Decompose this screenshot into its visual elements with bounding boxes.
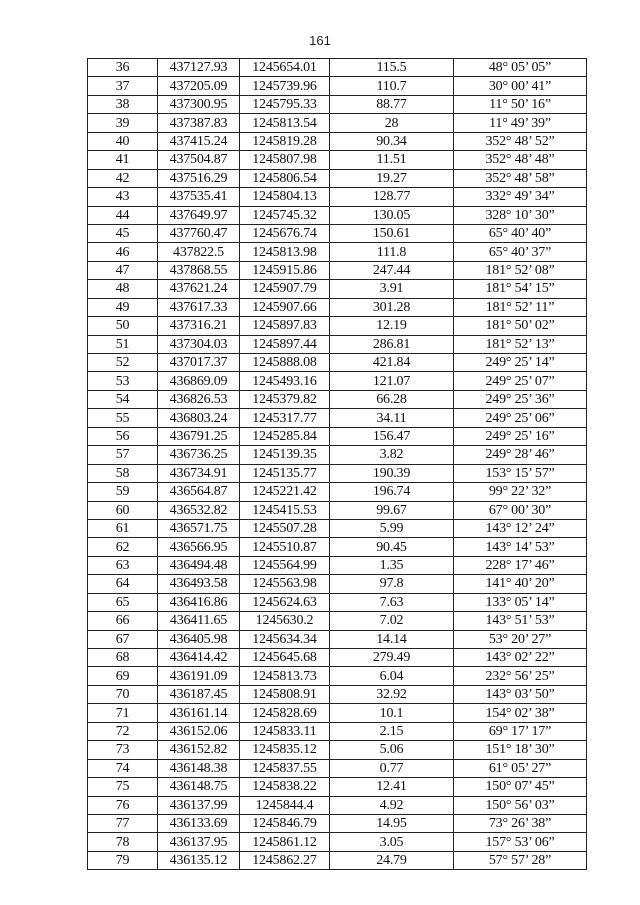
distance-cell: 130.05 <box>330 206 454 224</box>
point-number-cell: 56 <box>88 427 158 445</box>
distance-cell: 286.81 <box>330 335 454 353</box>
table-row <box>88 169 587 187</box>
table-row <box>88 741 587 759</box>
y-coordinate-cell: 1245510.87 <box>240 538 330 556</box>
y-coordinate-cell: 1245804.13 <box>240 188 330 206</box>
table-row <box>88 114 587 132</box>
bearing-cell: 150° 07’ 45” <box>454 778 587 796</box>
point-number-cell: 46 <box>88 243 158 261</box>
distance-cell: 0.77 <box>330 759 454 777</box>
x-coordinate-cell: 437504.87 <box>158 151 240 169</box>
point-number-cell: 59 <box>88 483 158 501</box>
bearing-cell: 69° 17’ 17” <box>454 722 587 740</box>
bearing-cell: 151° 18’ 30” <box>454 741 587 759</box>
point-number-cell: 38 <box>88 95 158 113</box>
bearing-cell: 249° 25’ 07” <box>454 372 587 390</box>
coordinates-table <box>87 58 587 870</box>
x-coordinate-cell: 437387.83 <box>158 114 240 132</box>
distance-cell: 28 <box>330 114 454 132</box>
table-row <box>88 593 587 611</box>
point-number-cell: 69 <box>88 667 158 685</box>
distance-cell: 32.92 <box>330 685 454 703</box>
bearing-cell: 153° 15’ 57” <box>454 464 587 482</box>
distance-cell: 14.95 <box>330 814 454 832</box>
point-number-cell: 67 <box>88 630 158 648</box>
y-coordinate-cell: 1245808.91 <box>240 685 330 703</box>
bearing-cell: 150° 56’ 03” <box>454 796 587 814</box>
x-coordinate-cell: 436566.95 <box>158 538 240 556</box>
table-row <box>88 427 587 445</box>
point-number-cell: 65 <box>88 593 158 611</box>
distance-cell: 90.45 <box>330 538 454 556</box>
x-coordinate-cell: 436152.06 <box>158 722 240 740</box>
table-row <box>88 630 587 648</box>
y-coordinate-cell: 1245676.74 <box>240 224 330 242</box>
distance-cell: 5.99 <box>330 519 454 537</box>
point-number-cell: 61 <box>88 519 158 537</box>
bearing-cell: 53° 20’ 27” <box>454 630 587 648</box>
distance-cell: 12.19 <box>330 317 454 335</box>
y-coordinate-cell: 1245907.66 <box>240 298 330 316</box>
bearing-cell: 141° 40’ 20” <box>454 575 587 593</box>
x-coordinate-cell: 436148.38 <box>158 759 240 777</box>
table-row <box>88 833 587 851</box>
y-coordinate-cell: 1245285.84 <box>240 427 330 445</box>
distance-cell: 19.27 <box>330 169 454 187</box>
bearing-cell: 67° 00’ 30” <box>454 501 587 519</box>
table-row <box>88 519 587 537</box>
table-row <box>88 464 587 482</box>
bearing-cell: 61° 05’ 27” <box>454 759 587 777</box>
bearing-cell: 249° 25’ 14” <box>454 354 587 372</box>
table-row <box>88 224 587 242</box>
distance-cell: 11.51 <box>330 151 454 169</box>
y-coordinate-cell: 1245654.01 <box>240 59 330 77</box>
table-row <box>88 298 587 316</box>
x-coordinate-cell: 437649.97 <box>158 206 240 224</box>
bearing-cell: 30° 00’ 41” <box>454 77 587 95</box>
point-number-cell: 47 <box>88 261 158 279</box>
table-row <box>88 575 587 593</box>
x-coordinate-cell: 437304.03 <box>158 335 240 353</box>
bearing-cell: 181° 52’ 08” <box>454 261 587 279</box>
point-number-cell: 64 <box>88 575 158 593</box>
bearing-cell: 232° 56’ 25” <box>454 667 587 685</box>
y-coordinate-cell: 1245888.08 <box>240 354 330 372</box>
x-coordinate-cell: 436137.99 <box>158 796 240 814</box>
point-number-cell: 71 <box>88 704 158 722</box>
x-coordinate-cell: 436736.25 <box>158 446 240 464</box>
point-number-cell: 72 <box>88 722 158 740</box>
bearing-cell: 143° 12’ 24” <box>454 519 587 537</box>
x-coordinate-cell: 436191.09 <box>158 667 240 685</box>
point-number-cell: 49 <box>88 298 158 316</box>
point-number-cell: 73 <box>88 741 158 759</box>
y-coordinate-cell: 1245507.28 <box>240 519 330 537</box>
bearing-cell: 228° 17’ 46” <box>454 556 587 574</box>
point-number-cell: 45 <box>88 224 158 242</box>
distance-cell: 196.74 <box>330 483 454 501</box>
distance-cell: 115.5 <box>330 59 454 77</box>
x-coordinate-cell: 436135.12 <box>158 851 240 869</box>
distance-cell: 421.84 <box>330 354 454 372</box>
x-coordinate-cell: 437516.29 <box>158 169 240 187</box>
page-number: 161 <box>309 33 331 48</box>
bearing-cell: 65° 40’ 37” <box>454 243 587 261</box>
point-number-cell: 53 <box>88 372 158 390</box>
bearing-cell: 181° 54’ 15” <box>454 280 587 298</box>
table-row <box>88 722 587 740</box>
bearing-cell: 332° 49’ 34” <box>454 188 587 206</box>
bearing-cell: 181° 52’ 11” <box>454 298 587 316</box>
x-coordinate-cell: 436405.98 <box>158 630 240 648</box>
point-number-cell: 40 <box>88 132 158 150</box>
x-coordinate-cell: 436826.53 <box>158 390 240 408</box>
point-number-cell: 36 <box>88 59 158 77</box>
table-row <box>88 188 587 206</box>
distance-cell: 110.7 <box>330 77 454 95</box>
x-coordinate-cell: 437316.21 <box>158 317 240 335</box>
distance-cell: 1.35 <box>330 556 454 574</box>
table-row <box>88 704 587 722</box>
distance-cell: 5.06 <box>330 741 454 759</box>
x-coordinate-cell: 437205.09 <box>158 77 240 95</box>
y-coordinate-cell: 1245813.73 <box>240 667 330 685</box>
distance-cell: 14.14 <box>330 630 454 648</box>
y-coordinate-cell: 1245833.11 <box>240 722 330 740</box>
distance-cell: 190.39 <box>330 464 454 482</box>
bearing-cell: 328° 10’ 30” <box>454 206 587 224</box>
x-coordinate-cell: 436148.75 <box>158 778 240 796</box>
x-coordinate-cell: 436494.48 <box>158 556 240 574</box>
x-coordinate-cell: 436493.58 <box>158 575 240 593</box>
y-coordinate-cell: 1245139.35 <box>240 446 330 464</box>
distance-cell: 10.1 <box>330 704 454 722</box>
y-coordinate-cell: 1245493.16 <box>240 372 330 390</box>
bearing-cell: 143° 14’ 53” <box>454 538 587 556</box>
point-number-cell: 75 <box>88 778 158 796</box>
x-coordinate-cell: 437535.41 <box>158 188 240 206</box>
bearing-cell: 48° 05’ 05” <box>454 59 587 77</box>
x-coordinate-cell: 437300.95 <box>158 95 240 113</box>
x-coordinate-cell: 436414.42 <box>158 649 240 667</box>
bearing-cell: 133° 05’ 14” <box>454 593 587 611</box>
distance-cell: 247.44 <box>330 261 454 279</box>
point-number-cell: 77 <box>88 814 158 832</box>
distance-cell: 156.47 <box>330 427 454 445</box>
coordinates-table-body <box>88 59 587 870</box>
bearing-cell: 352° 48’ 52” <box>454 132 587 150</box>
bearing-cell: 249° 25’ 36” <box>454 390 587 408</box>
bearing-cell: 57° 57’ 28” <box>454 851 587 869</box>
y-coordinate-cell: 1245221.42 <box>240 483 330 501</box>
x-coordinate-cell: 436133.69 <box>158 814 240 832</box>
table-row <box>88 685 587 703</box>
x-coordinate-cell: 436161.14 <box>158 704 240 722</box>
x-coordinate-cell: 437017.37 <box>158 354 240 372</box>
table-row <box>88 354 587 372</box>
point-number-cell: 48 <box>88 280 158 298</box>
point-number-cell: 78 <box>88 833 158 851</box>
distance-cell: 90.34 <box>330 132 454 150</box>
table-row <box>88 206 587 224</box>
table-row <box>88 280 587 298</box>
point-number-cell: 55 <box>88 409 158 427</box>
y-coordinate-cell: 1245862.27 <box>240 851 330 869</box>
point-number-cell: 41 <box>88 151 158 169</box>
distance-cell: 99.67 <box>330 501 454 519</box>
x-coordinate-cell: 436137.95 <box>158 833 240 851</box>
y-coordinate-cell: 1245819.28 <box>240 132 330 150</box>
bearing-cell: 249° 25’ 06” <box>454 409 587 427</box>
distance-cell: 66.28 <box>330 390 454 408</box>
distance-cell: 3.82 <box>330 446 454 464</box>
table-row <box>88 317 587 335</box>
y-coordinate-cell: 1245897.83 <box>240 317 330 335</box>
bearing-cell: 143° 03’ 50” <box>454 685 587 703</box>
y-coordinate-cell: 1245630.2 <box>240 612 330 630</box>
point-number-cell: 76 <box>88 796 158 814</box>
table-row <box>88 95 587 113</box>
x-coordinate-cell: 436187.45 <box>158 685 240 703</box>
table-row <box>88 483 587 501</box>
y-coordinate-cell: 1245415.53 <box>240 501 330 519</box>
x-coordinate-cell: 437127.93 <box>158 59 240 77</box>
y-coordinate-cell: 1245739.96 <box>240 77 330 95</box>
bearing-cell: 143° 51’ 53” <box>454 612 587 630</box>
distance-cell: 128.77 <box>330 188 454 206</box>
point-number-cell: 43 <box>88 188 158 206</box>
table-row <box>88 556 587 574</box>
point-number-cell: 70 <box>88 685 158 703</box>
point-number-cell: 37 <box>88 77 158 95</box>
table-row <box>88 649 587 667</box>
point-number-cell: 79 <box>88 851 158 869</box>
bearing-cell: 352° 48’ 48” <box>454 151 587 169</box>
x-coordinate-cell: 437621.24 <box>158 280 240 298</box>
distance-cell: 7.63 <box>330 593 454 611</box>
table-row <box>88 372 587 390</box>
y-coordinate-cell: 1245835.12 <box>240 741 330 759</box>
table-row <box>88 796 587 814</box>
bearing-cell: 157° 53’ 06” <box>454 833 587 851</box>
table-row <box>88 538 587 556</box>
x-coordinate-cell: 436791.25 <box>158 427 240 445</box>
distance-cell: 6.04 <box>330 667 454 685</box>
distance-cell: 24.79 <box>330 851 454 869</box>
distance-cell: 3.05 <box>330 833 454 851</box>
table-row <box>88 759 587 777</box>
bearing-cell: 11° 49’ 39” <box>454 114 587 132</box>
distance-cell: 2.15 <box>330 722 454 740</box>
table-row <box>88 77 587 95</box>
distance-cell: 3.91 <box>330 280 454 298</box>
distance-cell: 121.07 <box>330 372 454 390</box>
table-row <box>88 243 587 261</box>
y-coordinate-cell: 1245745.32 <box>240 206 330 224</box>
x-coordinate-cell: 437822.5 <box>158 243 240 261</box>
distance-cell: 88.77 <box>330 95 454 113</box>
bearing-cell: 249° 28’ 46” <box>454 446 587 464</box>
bearing-cell: 352° 48’ 58” <box>454 169 587 187</box>
y-coordinate-cell: 1245379.82 <box>240 390 330 408</box>
point-number-cell: 62 <box>88 538 158 556</box>
distance-cell: 150.61 <box>330 224 454 242</box>
y-coordinate-cell: 1245634.34 <box>240 630 330 648</box>
y-coordinate-cell: 1245564.99 <box>240 556 330 574</box>
table-row <box>88 132 587 150</box>
y-coordinate-cell: 1245846.79 <box>240 814 330 832</box>
y-coordinate-cell: 1245563.98 <box>240 575 330 593</box>
table-row <box>88 851 587 869</box>
table-row <box>88 409 587 427</box>
bearing-cell: 154° 02’ 38” <box>454 704 587 722</box>
bearing-cell: 99° 22’ 32” <box>454 483 587 501</box>
table-row <box>88 501 587 519</box>
distance-cell: 34.11 <box>330 409 454 427</box>
distance-cell: 7.02 <box>330 612 454 630</box>
point-number-cell: 50 <box>88 317 158 335</box>
y-coordinate-cell: 1245907.79 <box>240 280 330 298</box>
distance-cell: 301.28 <box>330 298 454 316</box>
distance-cell: 279.49 <box>330 649 454 667</box>
x-coordinate-cell: 436564.87 <box>158 483 240 501</box>
table-row <box>88 446 587 464</box>
y-coordinate-cell: 1245645.68 <box>240 649 330 667</box>
table-row <box>88 261 587 279</box>
y-coordinate-cell: 1245828.69 <box>240 704 330 722</box>
table-row <box>88 667 587 685</box>
y-coordinate-cell: 1245915.86 <box>240 261 330 279</box>
distance-cell: 4.92 <box>330 796 454 814</box>
bearing-cell: 249° 25’ 16” <box>454 427 587 445</box>
y-coordinate-cell: 1245795.33 <box>240 95 330 113</box>
point-number-cell: 42 <box>88 169 158 187</box>
y-coordinate-cell: 1245844.4 <box>240 796 330 814</box>
x-coordinate-cell: 437760.47 <box>158 224 240 242</box>
bearing-cell: 143° 02’ 22” <box>454 649 587 667</box>
y-coordinate-cell: 1245897.44 <box>240 335 330 353</box>
point-number-cell: 39 <box>88 114 158 132</box>
table-row <box>88 390 587 408</box>
x-coordinate-cell: 436869.09 <box>158 372 240 390</box>
x-coordinate-cell: 436803.24 <box>158 409 240 427</box>
x-coordinate-cell: 436571.75 <box>158 519 240 537</box>
distance-cell: 111.8 <box>330 243 454 261</box>
point-number-cell: 44 <box>88 206 158 224</box>
point-number-cell: 74 <box>88 759 158 777</box>
bearing-cell: 11° 50’ 16” <box>454 95 587 113</box>
table-row <box>88 778 587 796</box>
distance-cell: 12.41 <box>330 778 454 796</box>
point-number-cell: 60 <box>88 501 158 519</box>
table-row <box>88 151 587 169</box>
x-coordinate-cell: 436416.86 <box>158 593 240 611</box>
y-coordinate-cell: 1245135.77 <box>240 464 330 482</box>
bearing-cell: 181° 52’ 13” <box>454 335 587 353</box>
y-coordinate-cell: 1245624.63 <box>240 593 330 611</box>
point-number-cell: 51 <box>88 335 158 353</box>
table-row <box>88 814 587 832</box>
point-number-cell: 58 <box>88 464 158 482</box>
point-number-cell: 57 <box>88 446 158 464</box>
y-coordinate-cell: 1245813.54 <box>240 114 330 132</box>
x-coordinate-cell: 437868.55 <box>158 261 240 279</box>
y-coordinate-cell: 1245806.54 <box>240 169 330 187</box>
y-coordinate-cell: 1245317.77 <box>240 409 330 427</box>
x-coordinate-cell: 437415.24 <box>158 132 240 150</box>
y-coordinate-cell: 1245838.22 <box>240 778 330 796</box>
point-number-cell: 63 <box>88 556 158 574</box>
y-coordinate-cell: 1245813.98 <box>240 243 330 261</box>
table-row <box>88 335 587 353</box>
y-coordinate-cell: 1245861.12 <box>240 833 330 851</box>
point-number-cell: 66 <box>88 612 158 630</box>
table-row <box>88 612 587 630</box>
bearing-cell: 73° 26’ 38” <box>454 814 587 832</box>
x-coordinate-cell: 436734.91 <box>158 464 240 482</box>
bearing-cell: 181° 50’ 02” <box>454 317 587 335</box>
x-coordinate-cell: 436532.82 <box>158 501 240 519</box>
point-number-cell: 54 <box>88 390 158 408</box>
table-row <box>88 59 587 77</box>
x-coordinate-cell: 436411.65 <box>158 612 240 630</box>
x-coordinate-cell: 437617.33 <box>158 298 240 316</box>
y-coordinate-cell: 1245837.55 <box>240 759 330 777</box>
bearing-cell: 65° 40’ 40” <box>454 224 587 242</box>
x-coordinate-cell: 436152.82 <box>158 741 240 759</box>
distance-cell: 97.8 <box>330 575 454 593</box>
y-coordinate-cell: 1245807.98 <box>240 151 330 169</box>
point-number-cell: 68 <box>88 649 158 667</box>
point-number-cell: 52 <box>88 354 158 372</box>
